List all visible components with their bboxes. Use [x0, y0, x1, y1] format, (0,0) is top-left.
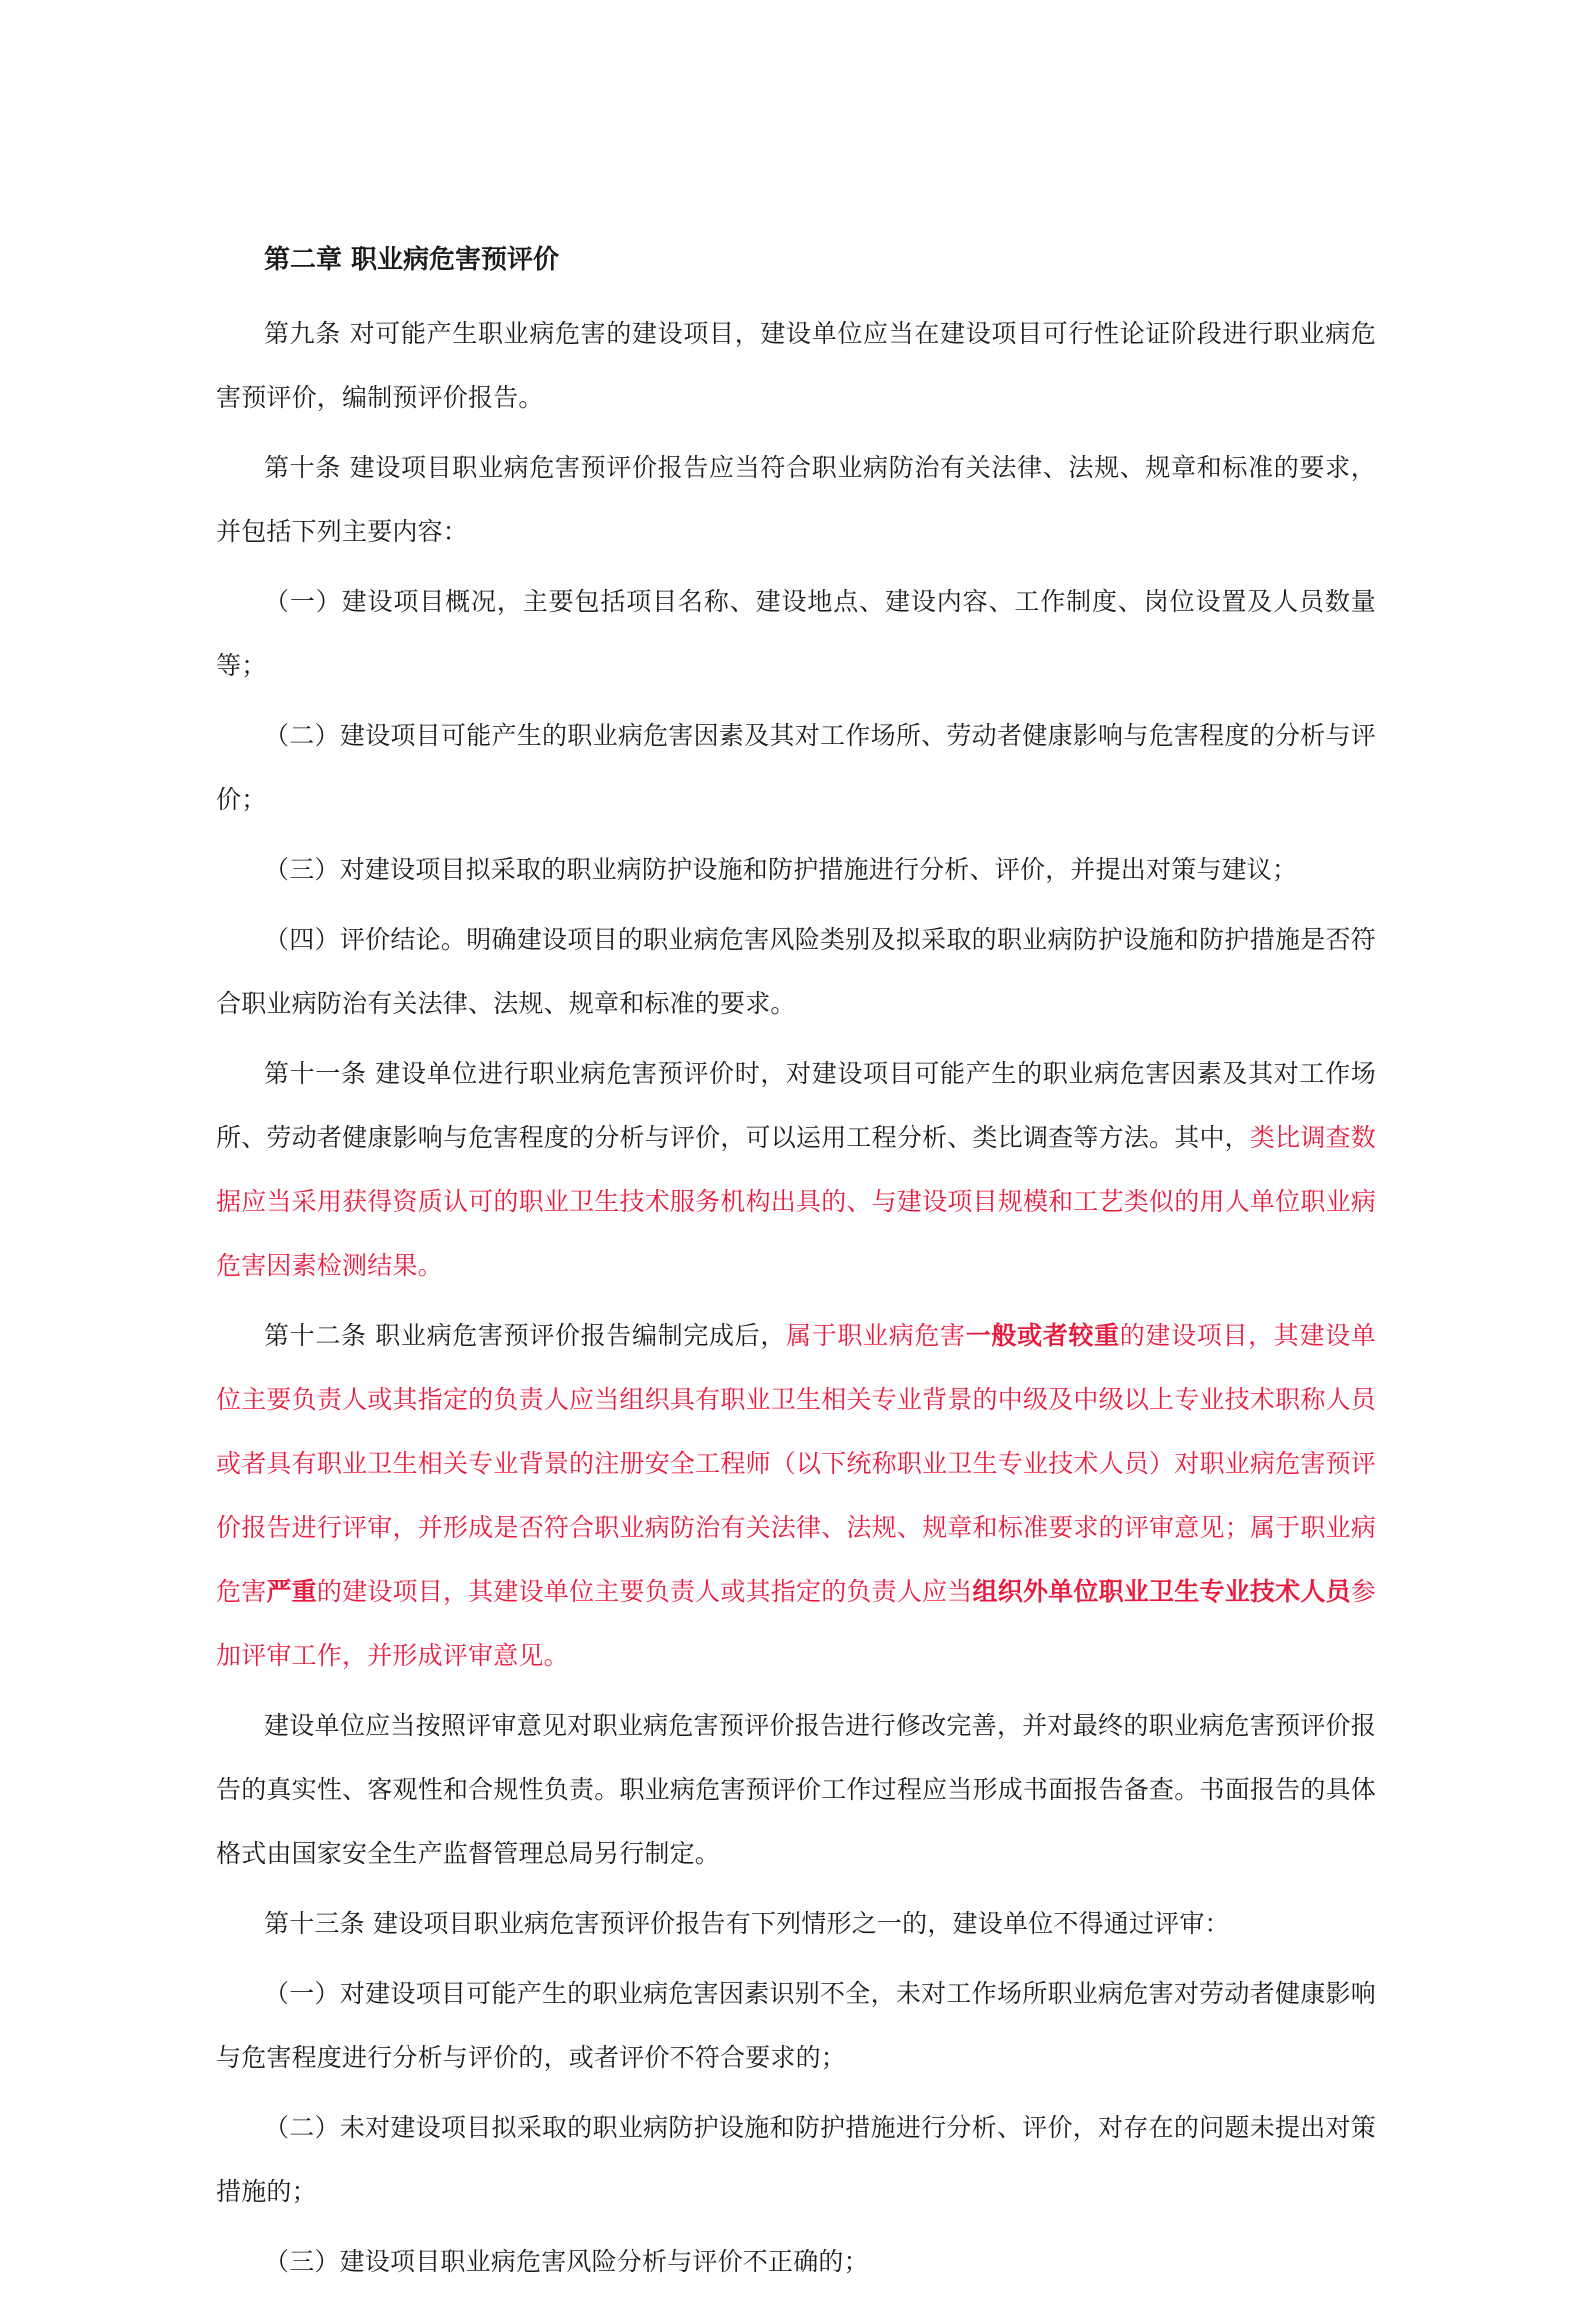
- text-run: 严重: [266, 1577, 317, 1606]
- document-page: [216, 230, 1376, 2300]
- text-run: （二）建设项目可能产生的职业病危害因素及其对工作场所、劳动者健康影响与危害程度的分析与评价；: [216, 721, 1376, 814]
- text-run: （三）对建设项目拟采取的职业病防护设施和防护措施进行分析、评价，并提出对策与建议；: [264, 855, 1298, 884]
- text-run: 组织外单位职业卫生专业技术人员: [972, 1577, 1351, 1606]
- paragraph-5: [216, 838, 1376, 902]
- text-run: （一）建设项目概况，主要包括项目名称、建设地点、建设内容、工作制度、岗位设置及人员数量等；: [216, 587, 1376, 680]
- paragraph-6: [216, 908, 1376, 1036]
- text-run: 的建设项目，其建设单位主要负责人或其指定的负责人应当: [316, 1577, 973, 1606]
- paragraph-4: [216, 704, 1376, 832]
- text-run: 类比调查数据应当采用获得资质认可的职业卫生技术服务机构出具的、与建设项目规模和工艺类似的用人单位职业病危害因素检测结果。: [216, 1123, 1376, 1280]
- paragraph-11: [216, 1962, 1376, 2090]
- chapter-heading: 第二章 职业病危害预评价: [264, 245, 560, 275]
- text-run: 参加评审工作，并形成评审意见。: [216, 1577, 1376, 1670]
- text-run: 建设单位应当按照评审意见对职业病危害预评价报告进行修改完善，并对最终的职业病危害预评价报告的真实性、客观性和合规性负责。职业病危害预评价工作过程应当形成书面报告备查。书面报告的具体格式由国家安全生产监督管理总局另行制定。: [216, 1711, 1376, 1868]
- text-run: 第十二条 职业病危害预评价报告编制完成后，: [264, 1321, 787, 1350]
- text-run: 第十三条 建设项目职业病危害预评价报告有下列情形之一的，建设单位不得通过评审：: [264, 1909, 1230, 1938]
- paragraph-13: [216, 2230, 1376, 2294]
- paragraph-8: [216, 1304, 1376, 1688]
- text-run: （三）建设项目职业病危害风险分析与评价不正确的；: [264, 2247, 869, 2276]
- text-run: 属于职业病危害: [786, 1321, 966, 1350]
- paragraph-1: [216, 302, 1376, 430]
- paragraph-9: [216, 1694, 1376, 1886]
- text-run: 一般或者较重: [965, 1321, 1120, 1350]
- text-run: 的建设项目，其建设单位主要负责人或其指定的负责人应当组织具有职业卫生相关专业背景的中级及中级以上专业技术职称人员或者具有职业卫生相关专业背景的注册安全工程师（以下统称职业卫生专业技术人员）对职业病危害预评价报告进行评审，并形成是否符合职业病防治有关法律、法规、规章和标准要求的评审意见；属于职业病危害: [216, 1321, 1376, 1606]
- paragraph-10: [216, 1892, 1376, 1956]
- paragraph-3: [216, 570, 1376, 698]
- paragraph-7: [216, 1042, 1376, 1298]
- text-run: （一）对建设项目可能产生的职业病危害因素识别不全，未对工作场所职业病危害对劳动者健康影响与危害程度进行分析与评价的，或者评价不符合要求的；: [216, 1979, 1376, 2072]
- text-run: （四）评价结论。明确建设项目的职业病危害风险类别及拟采取的职业病防护设施和防护措施是否符合职业病防治有关法律、法规、规章和标准的要求。: [216, 925, 1376, 1018]
- document-body: [216, 302, 1376, 2294]
- text-run: （二）未对建设项目拟采取的职业病防护设施和防护措施进行分析、评价，对存在的问题未提出对策措施的；: [216, 2113, 1376, 2206]
- paragraph-12: [216, 2096, 1376, 2224]
- text-run: 第九条 对可能产生职业病危害的建设项目，建设单位应当在建设项目可行性论证阶段进行职业病危害预评价，编制预评价报告。: [216, 319, 1376, 412]
- text-run: 第十一条 建设单位进行职业病危害预评价时，对建设项目可能产生的职业病危害因素及其对工作场所、劳动者健康影响与危害程度的分析与评价，可以运用工程分析、类比调查等方法。其中，: [216, 1059, 1376, 1152]
- paragraph-2: [216, 436, 1376, 564]
- text-run: 第十条 建设项目职业病危害预评价报告应当符合职业病防治有关法律、法规、规章和标准的要求，并包括下列主要内容：: [216, 453, 1376, 546]
